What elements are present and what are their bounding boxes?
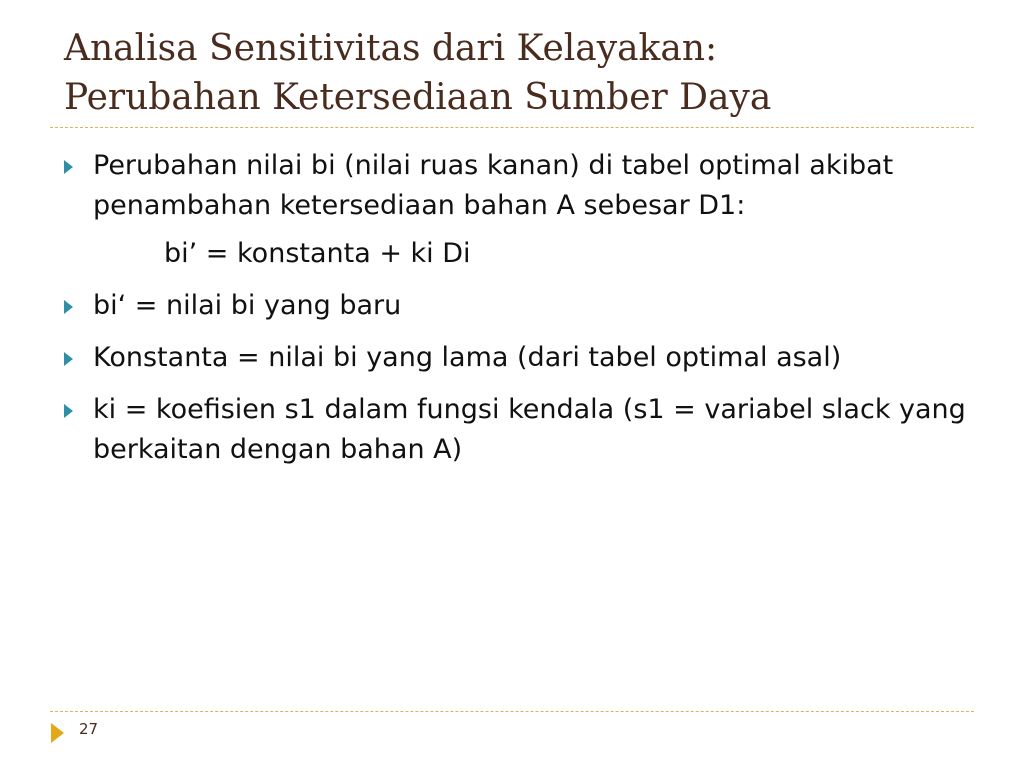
- bullet-text-4: ki = koefisien s1 dalam fungsi kendala (s1 = variabel slack yang berkaitan dengan bahan A): [93, 394, 966, 465]
- bullet-triangle-icon: [64, 404, 73, 418]
- title-divider: [50, 127, 974, 128]
- formula-line: bi’ = konstanta + ki Di: [164, 238, 471, 269]
- bullet-item-4: [60, 390, 980, 470]
- slide-content: [60, 146, 980, 470]
- bullet-text-1: Perubahan nilai bi (nilai ruas kanan) di tabel optimal akibat penambahan ketersediaan bahan A sebesar D1:: [93, 150, 894, 221]
- bullet-item-3: [60, 338, 980, 378]
- bullet-triangle-icon: [64, 352, 73, 366]
- slide-title-line-1: Analisa Sensitivitas dari Kelayakan:: [64, 28, 718, 69]
- footer-triangle-icon: [51, 723, 64, 743]
- bullet-item-1: [60, 146, 980, 226]
- bullet-triangle-icon: [64, 160, 73, 174]
- bullet-triangle-icon: [64, 300, 73, 314]
- bullet-item-2: [60, 286, 980, 326]
- page-number: 27: [79, 720, 99, 738]
- slide-title-line-2: Perubahan Ketersediaan Sumber Daya: [64, 77, 772, 118]
- slide-title: [64, 24, 984, 122]
- footer-divider: [50, 711, 974, 712]
- bullet-text-3: Konstanta = nilai bi yang lama (dari tabel optimal asal): [93, 342, 842, 373]
- bullet-text-2: bi‘ = nilai bi yang baru: [93, 290, 402, 321]
